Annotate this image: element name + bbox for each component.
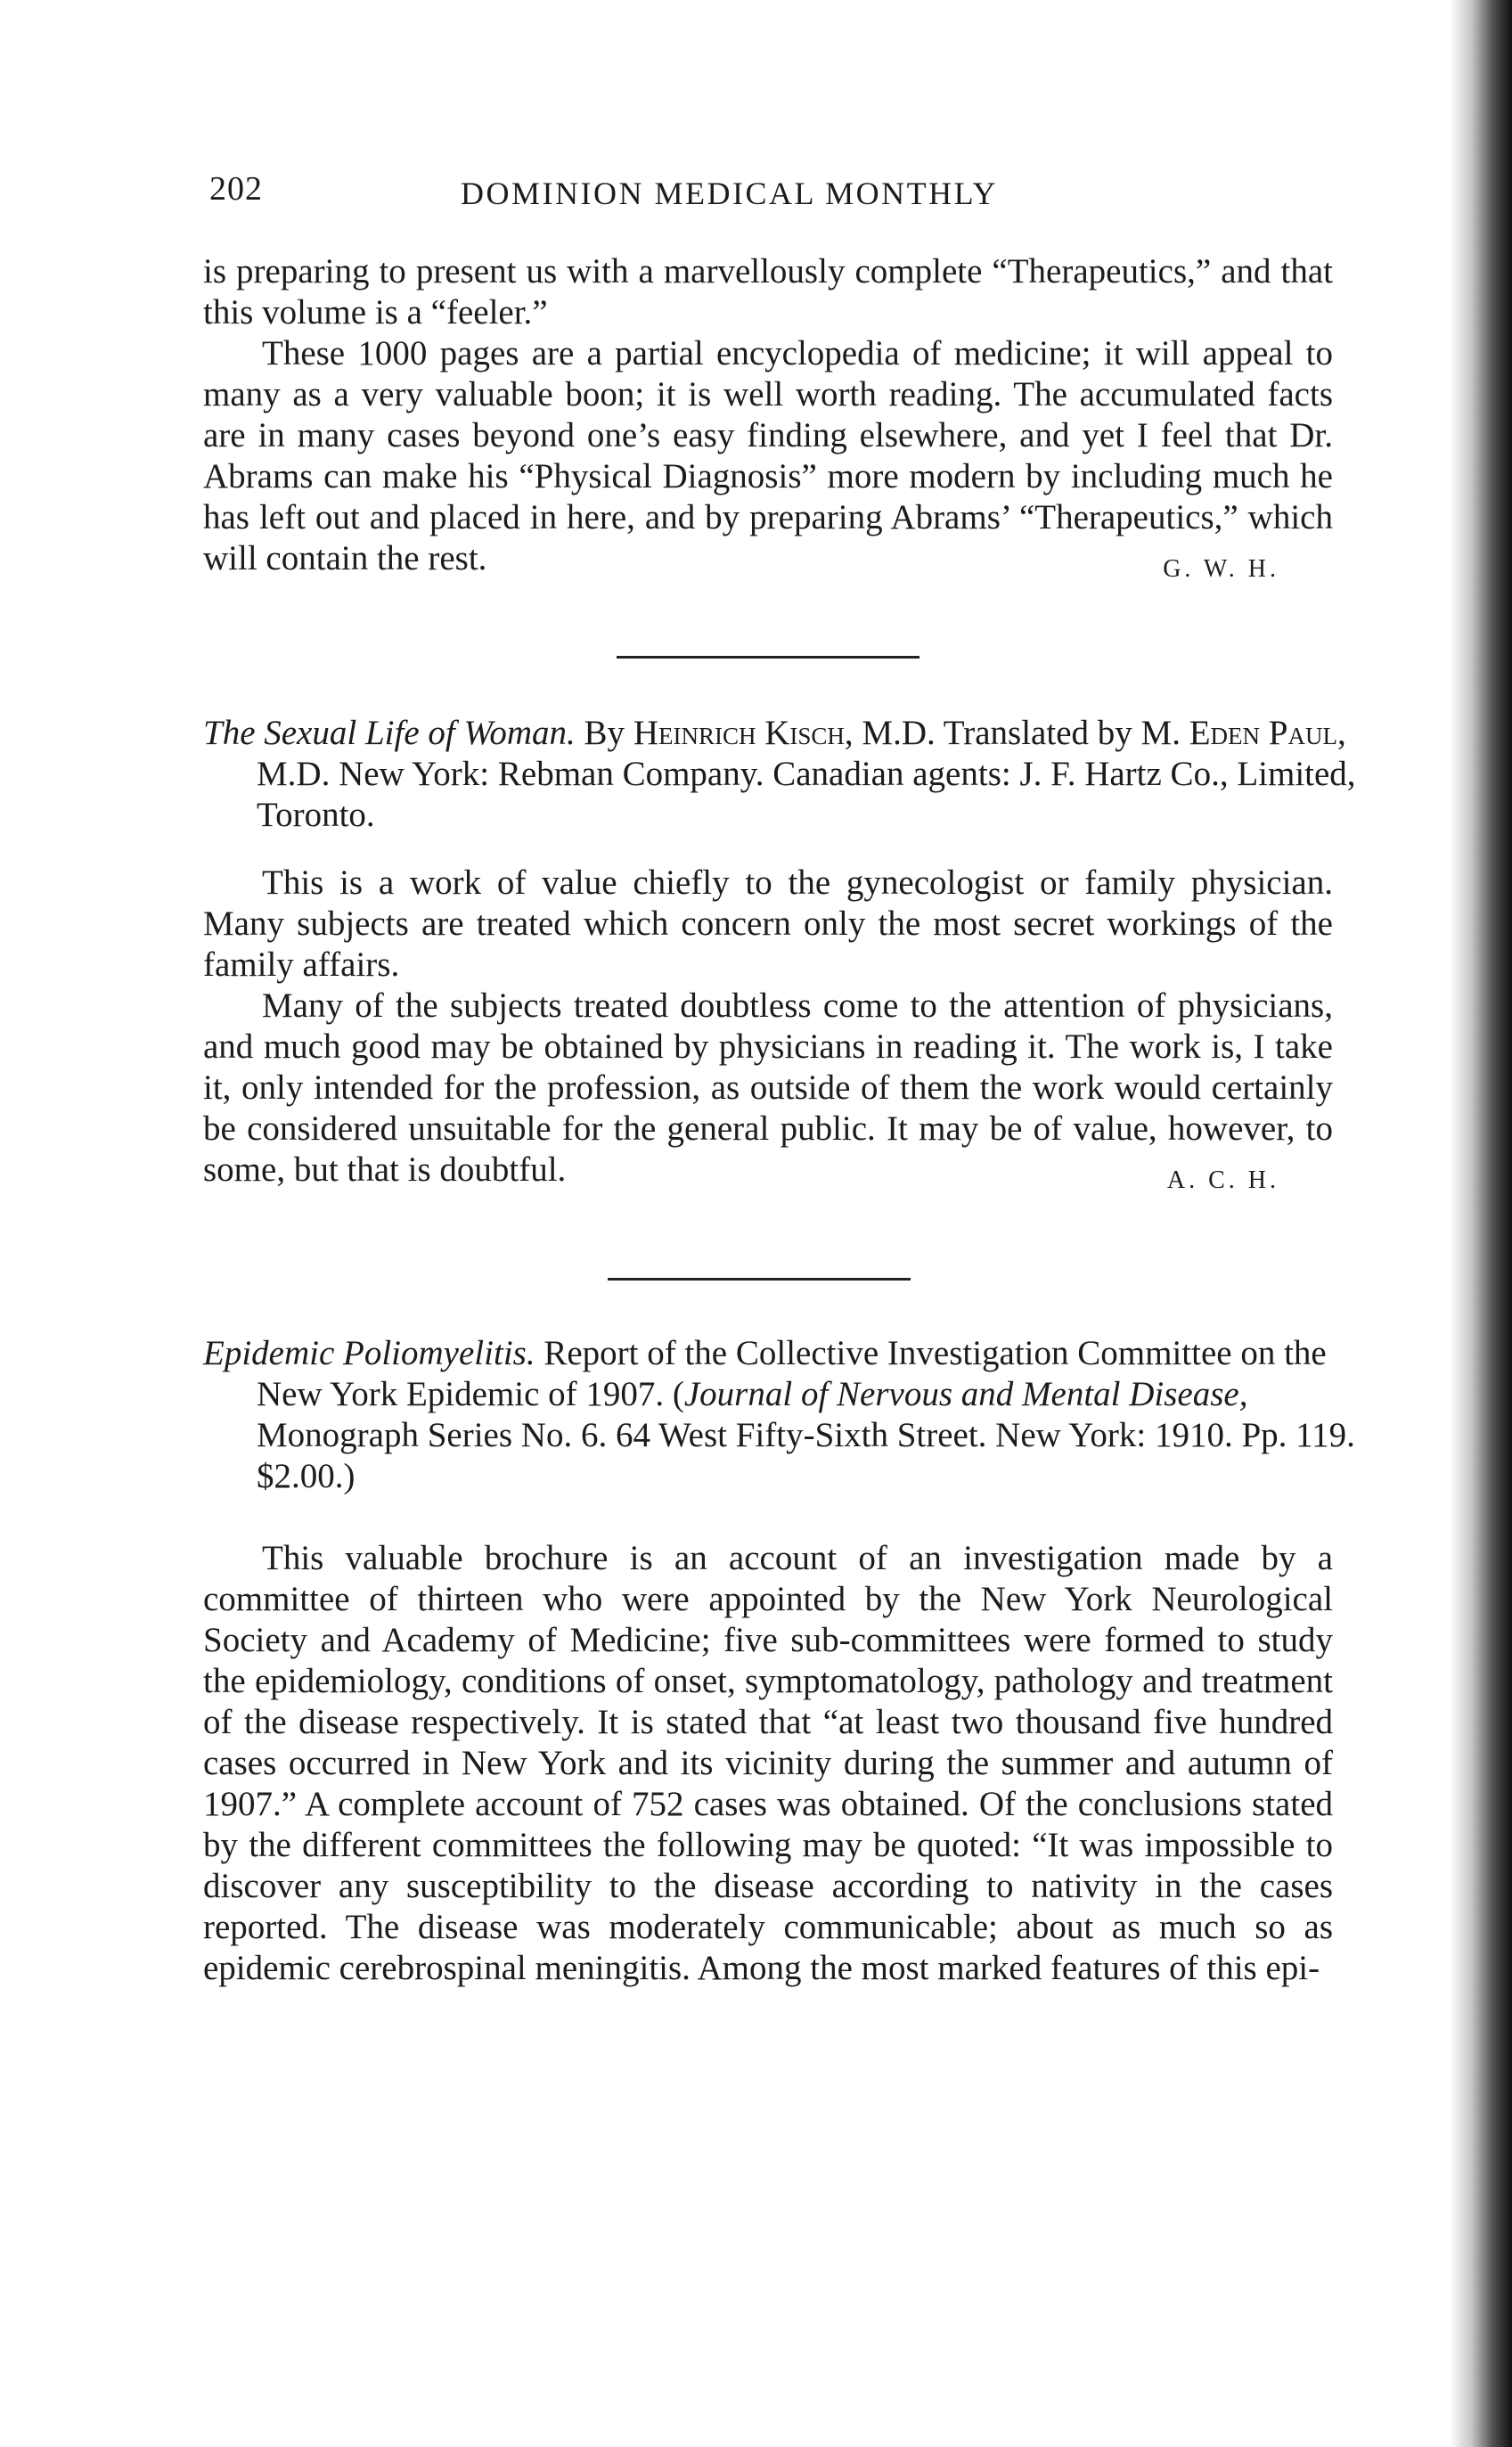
review-1-paragraph-1: is preparing to present us with a marvellously complete “Therapeutics,” and that this volume is a “feeler.” <box>203 252 1333 331</box>
review-3-citation <box>203 1333 1386 1497</box>
review-3-journal: Journal of Nervous and Mental Disease, <box>683 1375 1248 1413</box>
review-2-paragraph-2: Many of the subjects treated doubtless come to the attention of physicians, and much good may be obtained by physicians in reading it. The work is, I take it, only intended for the profession, as outside of them the work would certainly be considered unsuitable for the general public. It may be of value, however, to some, but that is doubtful. <box>203 986 1333 1189</box>
review-1 <box>203 251 1333 590</box>
section-divider-2 <box>608 1278 911 1281</box>
review-3-report: Report of the Collective Investigation Committee on the New York Epidemic of 1907. ( <box>257 1334 1327 1413</box>
review-2-author-degree: , M.D. <box>844 714 936 752</box>
page-header <box>209 169 1109 214</box>
review-2-publication: , M.D. New York: Rebman Company. Canadian agents: J. F. Hartz Co., Limited, Toronto. <box>257 714 1356 834</box>
review-2-by: By <box>584 714 625 752</box>
review-1-paragraph-2: These 1000 pages are a partial encyclopedia of medicine; it will appeal to many as a very valuable boon; it is well worth reading. The accumulated facts are in many cases beyond one’s easy finding elsewhere, and yet I feel that Dr. Abrams can make his “Physical Diagnosis” more modern by including much he has left out and placed in here, and by preparing Abrams’ “Therapeutics,” which will contain the rest. <box>203 334 1333 577</box>
review-2 <box>203 863 1333 1201</box>
review-2-paragraph-1: This is a work of value chiefly to the gynecologist or family physician. Many subjects are treated which concern only the most secret workings of the family affairs. <box>203 863 1333 984</box>
review-3-book-title: Epidemic Poliomyelitis. <box>203 1334 535 1372</box>
page-number: 202 <box>209 170 263 208</box>
review-1-signature: G. W. H. <box>1163 555 1279 583</box>
review-3-publication: Monograph Series No. 6. 64 West Fifty-Sixth Street. New York: 1910. Pp. 119. $2.00.) <box>257 1416 1355 1495</box>
review-2-translator: Eden Paul <box>1189 714 1337 752</box>
review-2-signature: A. C. H. <box>1166 1166 1279 1194</box>
binding-shadow <box>1450 0 1512 2447</box>
review-2-citation <box>203 713 1386 836</box>
review-2-book-title: The Sexual Life of Woman. <box>203 714 576 752</box>
review-3 <box>203 1538 1333 1989</box>
review-2-translated-by: Translated by M. <box>943 714 1181 752</box>
review-3-paragraph-1: This valuable brochure is an account of an investigation made by a committee of thirteen who were appointed by the New York Neurological Society and Academy of Medicine; five sub-committees were formed to study the epidemiology, conditions of onset, symptomatology, pathology and treatment of the disease respectively. It is stated that “at least two thousand five hundred cases occurred in New York and its vicinity during the summer and autumn of 1907.” A complete account of 752 cases was obtained. Of the conclusions stated by the different committees the following may be quoted: “It was impossible to discover any susceptibility to the disease according to nativity in the cases reported. The disease was moderately communicable; about as much so as epidemic cerebrospinal meningitis. Among the most marked features of this epi- <box>203 1539 1333 1987</box>
review-2-author: Heinrich Kisch <box>633 714 845 752</box>
running-title: DOMINION MEDICAL MONTHLY <box>461 176 999 211</box>
section-divider-1 <box>617 656 919 659</box>
